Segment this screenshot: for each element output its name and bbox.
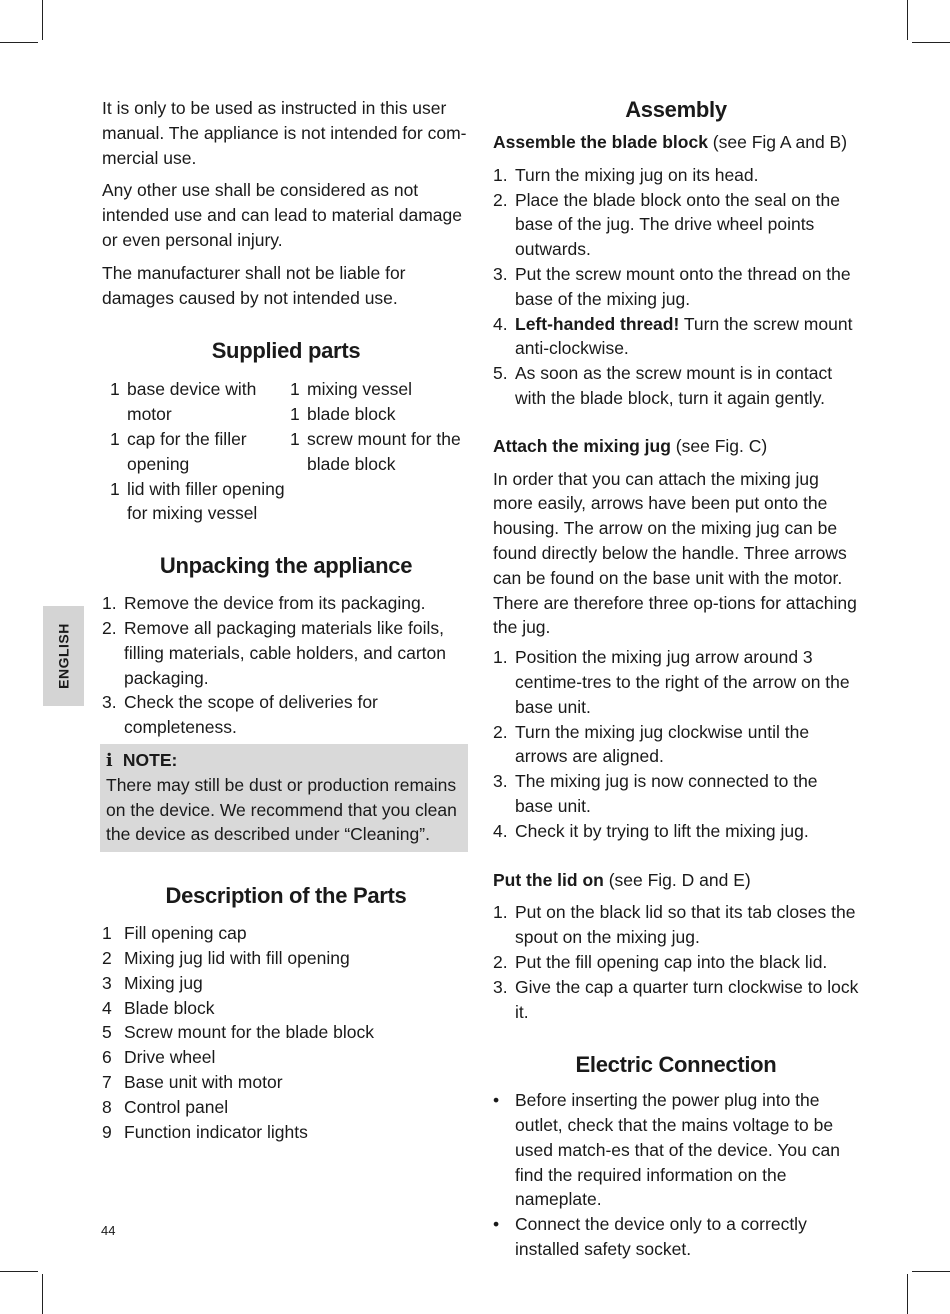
- step-text: Give the cap a quarter turn clockwise to lock it.: [515, 976, 859, 1022]
- blade-steps: [493, 163, 859, 411]
- step-body: Place the blade block onto the seal on the base of the jug. The drive wheel points outwards.: [515, 189, 840, 260]
- step-text: [515, 163, 859, 188]
- step-number: 2.: [102, 617, 117, 638]
- part-name: Fill opening cap: [124, 923, 247, 944]
- list-item: [493, 645, 859, 719]
- part-name: Screw mount for the blade block: [124, 1022, 374, 1043]
- step-number: 3.: [102, 692, 117, 713]
- item-quantity: 1: [290, 404, 300, 425]
- list-item: [102, 996, 470, 1021]
- subsection-heading: [493, 130, 859, 155]
- subsection-heading: [493, 434, 859, 459]
- list-item: [493, 819, 859, 844]
- item-name: cap for the filler opening: [127, 428, 247, 474]
- step-number: 1.: [493, 647, 508, 668]
- part-number: 5: [102, 1022, 112, 1043]
- bullet-text: Before inserting the power plug into the outlet, check that the mains voltage to be used match-es that of the device. You can find the required information on the nameplate.: [515, 1090, 840, 1210]
- parts-heading: Description of the Parts: [165, 883, 407, 909]
- supplied-item: [110, 427, 290, 477]
- crop-mark: [912, 42, 950, 43]
- supplied-item: [290, 377, 470, 402]
- part-number: 4: [102, 997, 112, 1018]
- lid-steps: [493, 900, 859, 1024]
- list-item: [493, 950, 859, 975]
- step-text: [515, 312, 859, 362]
- step-number: 2.: [493, 189, 508, 210]
- step-text: [515, 262, 859, 312]
- supplied-parts-column: [290, 377, 470, 526]
- step-body: Put the screw mount onto the thread on the base of the mixing jug.: [515, 263, 851, 309]
- bullet-icon: •: [493, 1214, 500, 1235]
- figure-reference: (see Fig. D and E): [603, 869, 751, 890]
- list-item: [102, 690, 470, 740]
- supplied-item: [110, 377, 290, 427]
- supplied-parts-list: [110, 377, 470, 526]
- note-title: NOTE:: [122, 749, 178, 770]
- list-item: [102, 1070, 470, 1095]
- step-number: 2.: [493, 951, 508, 972]
- step-number: 4.: [493, 313, 508, 334]
- electric-list: [493, 1088, 859, 1262]
- step-number: 3.: [493, 263, 508, 284]
- step-text: Check it by trying to lift the mixing jug.: [515, 820, 809, 841]
- part-name: Drive wheel: [124, 1047, 216, 1068]
- step-text: The mixing jug is now connected to the base unit.: [515, 771, 818, 816]
- bullet-text: Connect the device only to a correctly installed safety socket.: [515, 1214, 807, 1260]
- item-quantity: 1: [290, 428, 300, 449]
- list-item: [493, 1088, 859, 1212]
- page-number: 44: [101, 1223, 116, 1238]
- step-number: 3.: [493, 771, 508, 792]
- item-quantity: 1: [110, 478, 120, 499]
- list-item: [102, 1020, 470, 1045]
- right-column: [493, 96, 859, 1262]
- crop-mark: [42, 0, 43, 40]
- supplied-parts-column: [110, 377, 290, 526]
- part-name: Mixing jug lid with fill opening: [124, 947, 350, 968]
- part-name: Control panel: [124, 1096, 229, 1117]
- step-number: 5.: [493, 363, 508, 384]
- step-number: 1.: [493, 164, 508, 185]
- subsection-title: Put the lid on: [493, 869, 604, 890]
- list-item: [102, 946, 470, 971]
- list-item: [493, 900, 859, 950]
- list-item: [102, 1095, 470, 1120]
- part-number: 3: [102, 972, 112, 993]
- note-box: [100, 744, 468, 852]
- part-number: 7: [102, 1071, 112, 1092]
- list-item: [493, 262, 859, 312]
- step-text: Remove the device from its packaging.: [124, 593, 426, 614]
- jug-intro-paragraph: In order that you can attach the mixing jug more easily, arrows have been put onto the housing. The arrow on the mixing jug can be found directly below the handle. Three arrows can be found on the base unit with the motor. There are therefore three op-tions for attaching the jug.: [493, 468, 857, 638]
- supplied-parts-heading: Supplied parts: [211, 338, 361, 364]
- assembly-heading: Assembly: [625, 97, 727, 122]
- item-name: blade block: [307, 404, 396, 425]
- bullet-icon: •: [493, 1090, 500, 1111]
- step-emphasis: Left-handed thread!: [515, 313, 680, 334]
- list-item: [102, 616, 470, 690]
- step-text: Check the scope of deliveries for completeness.: [124, 692, 378, 738]
- list-item: [493, 361, 859, 411]
- step-body: As soon as the screw mount is in contact with the blade block, turn it again gently.: [515, 363, 833, 408]
- figure-reference: (see Fig. C): [670, 435, 768, 456]
- list-item: [102, 921, 470, 946]
- list-item: [102, 1045, 470, 1070]
- step-number: 1.: [493, 902, 508, 923]
- note-text: There may still be dust or production remains on the device. We recommend that you clean the device as described under “Cleaning”.: [106, 774, 457, 845]
- supplied-item: [110, 477, 290, 527]
- list-item: [102, 1120, 470, 1145]
- supplied-item: [290, 402, 470, 427]
- intro-paragraph: The manufacturer shall not be liable for damages caused by not intended use.: [102, 262, 406, 308]
- item-quantity: 1: [290, 379, 300, 400]
- intro-paragraph: It is only to be used as instructed in this user manual. The appliance is not intended for com-mercial use.: [102, 98, 467, 168]
- list-item: [493, 720, 859, 770]
- subsection-title: Assemble the blade block: [493, 132, 708, 152]
- list-item: [493, 1212, 859, 1262]
- intro-paragraph: Any other use shall be considered as not intended use and can lead to material damage or even personal injury.: [102, 180, 462, 250]
- item-name: screw mount for the blade block: [307, 428, 461, 474]
- crop-mark: [42, 1274, 43, 1314]
- info-icon: ℹ: [106, 749, 113, 770]
- step-body: Turn the mixing jug on its head.: [515, 164, 759, 185]
- step-text: [515, 361, 859, 411]
- list-item: [493, 975, 859, 1025]
- part-number: 8: [102, 1096, 112, 1117]
- step-number: 3.: [493, 976, 508, 997]
- step-number: 4.: [493, 820, 508, 841]
- step-body: Turn the screw mount anti-clockwise.: [515, 313, 853, 359]
- part-number: 2: [102, 947, 112, 968]
- part-name: Base unit with motor: [124, 1071, 283, 1092]
- parts-list: [102, 921, 470, 1144]
- item-name: lid with filler opening for mixing vessel: [127, 478, 285, 524]
- list-item: [493, 312, 859, 362]
- item-quantity: 1: [110, 428, 120, 449]
- subsection-title: Attach the mixing jug: [493, 435, 671, 456]
- left-column: [102, 96, 470, 1144]
- step-text: Position the mixing jug arrow around 3 centime-tres to the right of the arrow on the base unit.: [515, 647, 850, 717]
- list-item: [493, 163, 859, 188]
- supplied-item: [290, 427, 470, 477]
- part-name: Mixing jug: [124, 972, 203, 993]
- step-text: Remove all packaging materials like foils, filling materials, cable holders, and carton packaging.: [124, 617, 446, 688]
- step-number: 1.: [102, 593, 117, 614]
- list-item: [102, 971, 470, 996]
- crop-mark: [0, 42, 38, 43]
- item-quantity: 1: [110, 379, 120, 400]
- step-text: [515, 188, 859, 262]
- part-name: Blade block: [124, 997, 215, 1018]
- step-text: Turn the mixing jug clockwise until the arrows are aligned.: [515, 721, 810, 767]
- jug-steps: [493, 645, 859, 843]
- crop-mark: [907, 0, 908, 40]
- part-number: 9: [102, 1121, 112, 1142]
- item-name: base device with motor: [127, 379, 257, 425]
- unpacking-steps: [102, 591, 470, 740]
- part-number: 6: [102, 1047, 112, 1068]
- step-text: Put the fill opening cap into the black lid.: [515, 951, 828, 972]
- part-name: Function indicator lights: [124, 1121, 308, 1142]
- crop-mark: [0, 1271, 38, 1272]
- list-item: [102, 591, 470, 616]
- list-item: [493, 769, 859, 819]
- language-label: ENGLISH: [55, 623, 72, 689]
- figure-reference: (see Fig A and B): [707, 132, 848, 152]
- part-number: 1: [102, 923, 112, 944]
- electric-heading: Electric Connection: [575, 1052, 777, 1078]
- language-tab: [43, 606, 84, 706]
- note-title-row: [106, 748, 462, 773]
- crop-mark: [907, 1274, 908, 1314]
- item-name: mixing vessel: [307, 379, 413, 400]
- unpacking-heading: Unpacking the appliance: [159, 553, 413, 579]
- list-item: [493, 188, 859, 262]
- crop-mark: [912, 1271, 950, 1272]
- step-text: Put on the black lid so that its tab closes the spout on the mixing jug.: [515, 902, 856, 948]
- subsection-heading: [493, 868, 859, 893]
- step-number: 2.: [493, 721, 508, 742]
